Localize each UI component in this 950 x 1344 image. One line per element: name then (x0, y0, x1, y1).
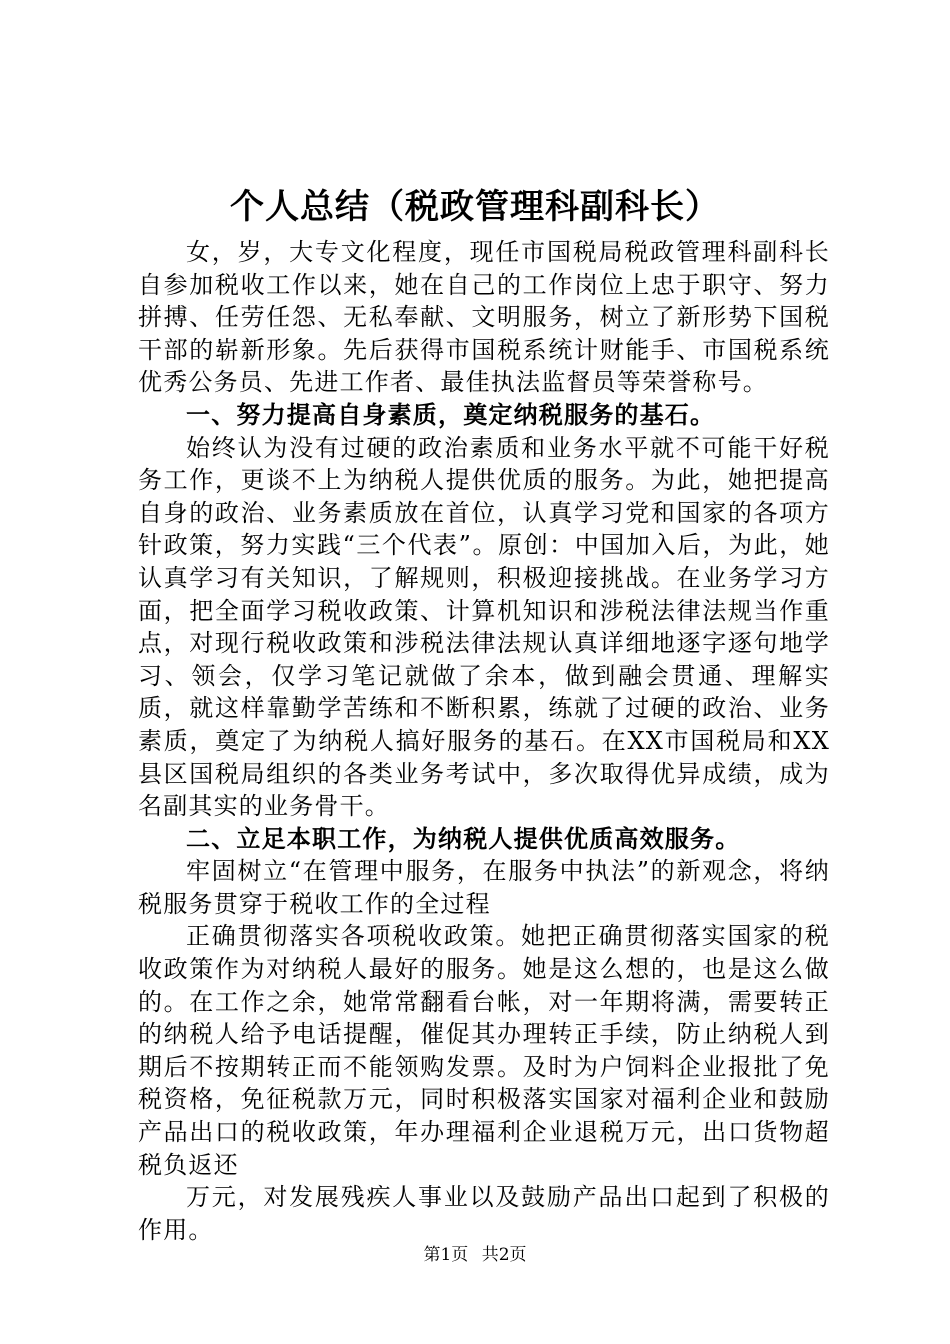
section-heading-2: 二、立足本职工作，为纳税人提供优质高效服务。 (186, 823, 741, 853)
page-number: 第1页 (423, 1245, 469, 1265)
paragraph-section-2-policy: 正确贯彻落实各项税收政策。她把正确贯彻落实国家的税收政策作为对纳税人最好的服务。她是这么想的，也是这么做的。在工作之余，她常常翻看台帐，对一年期将满，需要转正的纳税人给予电话提醒，催促其办理转正手续，防止纳税人到期后不按期转正而不能领购发票。及时为户饲料企业报批了免税资格，免征税款万元，同时积极落实国家对福利企业和鼓励产品出口的税收政策，年办理福利企业退税万元，出口货物超税负返还 (138, 922, 830, 1179)
page-total: 共2页 (481, 1245, 527, 1265)
paragraph-intro: 女，岁，大专文化程度，现任市国税局税政管理科副科长自参加税收工作以来，她在自己的工作岗位上忠于职守、努力拼搏、任劳任怨、无私奉献、文明服务，树立了新形势下国税干部的崭新形象。先后获得市国税系统计财能手、市国税系统优秀公务员、先进工作者、最佳执法监督员等荣誉称号。 (138, 238, 830, 397)
page-footer (0, 1244, 950, 1266)
paragraph-section-1: 始终认为没有过硬的政治素质和业务水平就不可能干好税务工作，更谈不上为纳税人提供优质的服务。为此，她把提高自身的政治、业务素质放在首位，认真学习党和国家的各项方针政策，努力实践“三个代表”。原创：中国加入后，为此，她认真学习有关知识，了解规则，积极迎接挑战。在业务学习方面，把全面学习税收政策、计算机知识和涉税法律法规当作重点，对现行税收政策和涉税法律法规认真详细地逐字逐句地学习、领会，仅学习笔记就做了余本，做到融会贯通、理解实质，就这样靠勤学苦练和不断积累，练就了过硬的政治、业务素质，奠定了为纳税人搞好服务的基石。在XX市国税局和XX县区国税局组织的各类业务考试中，多次取得优异成绩，成为名副其实的业务骨干。 (138, 433, 830, 821)
section-heading-1: 一、努力提高自身素质，奠定纳税服务的基石。 (186, 399, 716, 429)
document-title: 个人总结（税政管理科副科长） (230, 187, 720, 227)
paragraph-section-2-result: 万元，对发展残疾人事业以及鼓励产品出口起到了积极的作用。 (138, 1183, 830, 1244)
paragraph-section-2-intro: 牢固树立“在管理中服务，在服务中执法”的新观念，将纳税服务贯穿于税收工作的全过程 (138, 857, 830, 918)
document-body (138, 236, 830, 1246)
